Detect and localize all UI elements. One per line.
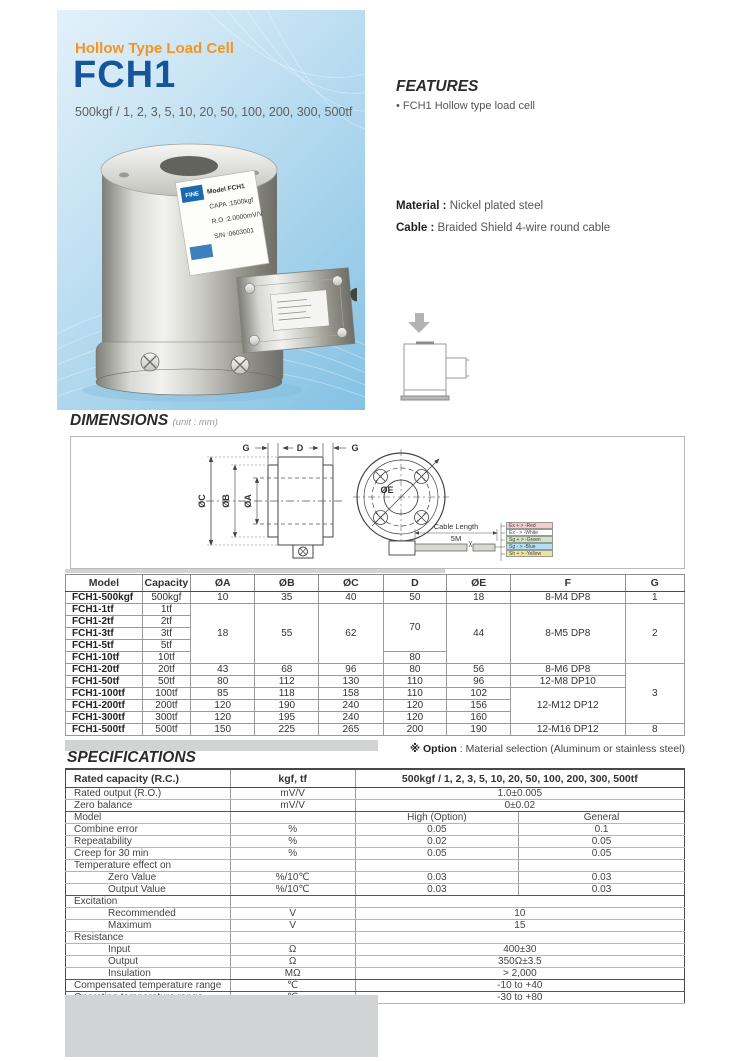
table-row: Output Ω 350Ω±3.5 [66, 956, 685, 968]
wire-label-sig-plus: Sg + > -Green [506, 536, 553, 543]
table-row: Compensated temperature range ℃ -10 to +40 [66, 980, 685, 992]
table-row: FCH1-2tf 2tf [66, 616, 685, 628]
material-value: Nickel plated steel [449, 200, 544, 212]
wire-label-exc-minus: Ex - > -White [506, 529, 553, 536]
table-row: Resistance [66, 932, 685, 944]
dim-label-g-left: G [242, 443, 250, 453]
svg-text:FINE: FINE [185, 191, 200, 200]
material-line [396, 200, 543, 212]
table-row: Repeatability % 0.02 0.05 [66, 836, 685, 848]
mini-outline-drawing [396, 338, 471, 409]
cable-length-label: Cable Length [433, 522, 479, 531]
svg-text:CAPA :1500kgf: CAPA :1500kgf [208, 196, 254, 211]
dimensions-drawing [70, 436, 685, 569]
specifications-title: SPECIFICATIONS [67, 749, 196, 766]
table-row: -30 to +80 [66, 992, 685, 1004]
product-category: Hollow Type Load Cell [75, 40, 234, 57]
table-row: FCH1-500tf 500tf 150 225 265 200 190 12-M16 DP12 8 [66, 724, 685, 736]
table-row: Recommended V 10 [66, 908, 685, 920]
product-photo [72, 142, 357, 407]
dimensions-title: DIMENSIONS (unit : mm) [70, 412, 218, 429]
footer-band [65, 995, 378, 1057]
dim-label-dia-a: ØA [243, 494, 253, 508]
table-row: FCH1-100tf 100tf 85 118 158 110 102 12-M12 DP12 [66, 688, 685, 700]
table-row: Output Value %/10℃ 0.03 0.03 [66, 884, 685, 896]
dimensions-unit: (unit : mm) [172, 417, 218, 428]
spec-header-row: Rated capacity (R.C.) kgf, tf 500kgf / 1, 2, 3, 5, 10, 20, 50, 100, 200, 300, 500tf [66, 769, 685, 788]
table-row: FCH1-10tf 10tf 80 [66, 652, 685, 664]
table-row: Creep for 30 min % 0.05 0.05 [66, 848, 685, 860]
table-row: Insulation MΩ > 2,000 [66, 968, 685, 980]
table-row: Excitation [66, 896, 685, 908]
dim-label-g-right: G [351, 443, 359, 453]
dim-label-dia-e: ØE [380, 485, 394, 495]
table-row: FCH1-20tf 20tf 43 68 96 80 56 8-M6 DP8 3 [66, 664, 685, 676]
dim-label-d: D [296, 443, 304, 453]
svg-text:R.O :2.0000mV/V: R.O :2.0000mV/V [211, 210, 264, 226]
cable-line [396, 222, 610, 234]
specifications-table [65, 768, 685, 1004]
svg-text:S/N :0603001: S/N :0603001 [213, 227, 255, 241]
dims-header-row: Model Capacity ØA ØB ØC D ØE F G [66, 575, 685, 592]
product-label [175, 170, 271, 276]
table-row: Zero balance mV/V 0±0.02 [66, 800, 685, 812]
table-row: Combine error % 0.05 0.1 [66, 824, 685, 836]
feature-item: • FCH1 Hollow type load cell [396, 100, 535, 112]
table-row: FCH1-5tf 5tf [66, 640, 685, 652]
table-row: Zero Value %/10℃ 0.03 0.03 [66, 872, 685, 884]
cable-label: Cable : [396, 222, 435, 234]
table-row: FCH1-300tf 300tf 120 195 240 120 160 [66, 712, 685, 724]
material-label: Material : [396, 200, 447, 212]
table-row: Maximum V 15 [66, 920, 685, 932]
cable-value: Braided Shield 4-wire round cable [437, 222, 611, 234]
table-row: FCH1-3tf 3tf [66, 628, 685, 640]
table-row: Model High (Option) General [66, 812, 685, 824]
svg-text:Model FCH1: Model FCH1 [206, 183, 246, 196]
table-row: Temperature effect on [66, 860, 685, 872]
wire-label-exc-plus: Ex + > -Red [506, 522, 553, 529]
hero-panel [57, 10, 365, 410]
table-row: FCH1-50tf 50tf 80 112 130 110 96 12-M8 DP10 [66, 676, 685, 688]
product-model-title: FCH1 [73, 54, 177, 96]
wire-label-shield: Sh + > -Yellow [506, 550, 553, 557]
table-row: FCH1-200tf 200tf 120 190 240 120 156 [66, 700, 685, 712]
capacity-range: 500kgf / 1, 2, 3, 5, 10, 20, 50, 100, 200, 300, 500tf [75, 105, 353, 119]
option-note: ※ Option : Material selection (Aluminum or stainless steel) [409, 743, 685, 755]
table-row: Input Ω 400±30 [66, 944, 685, 956]
table-row: FCH1-1tf 1tf 18 55 62 70 44 8-M5 DP8 2 [66, 604, 685, 616]
wire-label-sig-minus: Sg - > -Blue [506, 543, 553, 550]
divider-band-top [65, 569, 445, 573]
dimensions-table [65, 574, 685, 736]
table-row: FCH1-500kgf 500kgf 10 35 40 50 18 8-M4 DP8 1 [66, 592, 685, 604]
dim-label-dia-c: ØC [197, 494, 207, 508]
features-title: FEATURES [396, 78, 479, 95]
table-row: Rated output (R.O.) mV/V 1.0±0.005 [66, 788, 685, 800]
dim-label-dia-b: ØB [221, 494, 231, 508]
connector-block [237, 265, 357, 353]
cable-length-value: 5M [450, 534, 462, 543]
